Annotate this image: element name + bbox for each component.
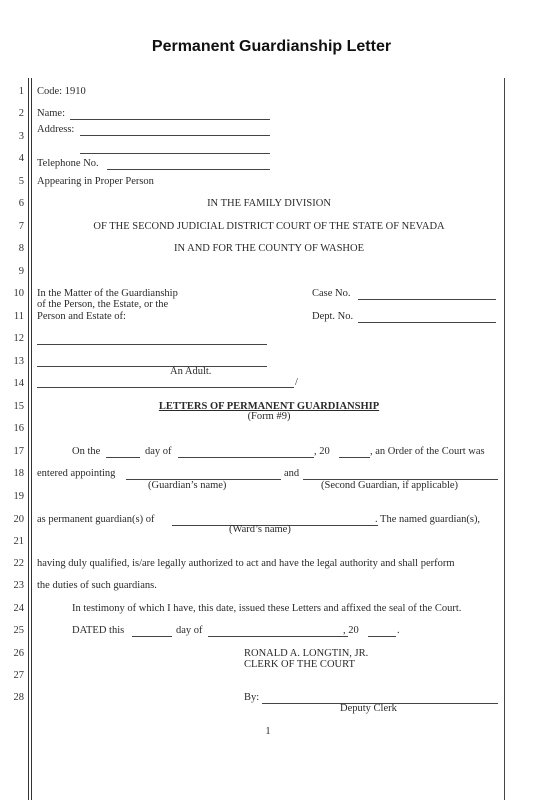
line-number: 9 [18,266,24,277]
ward-name-caption: (Ward’s name) [229,524,291,535]
testimony-text: In testimony of which I have, this date, issued these Letters and affixed the seal of the Court. [72,603,462,614]
party-name-field-2[interactable] [37,366,267,367]
address-field-2[interactable] [80,153,270,154]
matter-line-2: of the Person, the Estate, or the [37,299,169,310]
line-number: 15 [13,401,24,412]
guardian-name-caption: (Guardian’s name) [148,480,227,491]
line-number: 20 [13,514,24,525]
case-no-label: Case No. [312,288,351,299]
dated-label: DATED this [72,625,125,636]
document-title: LETTERS OF PERMANENT GUARDIANSHIP [158,401,380,412]
address-label: Address: [37,124,75,135]
line-number: 4 [18,153,24,164]
matter-line-1: In the Matter of the Guardianship [37,288,178,299]
authority-text: having duly qualified, is/are legally authorized to act and have the legal authority and shall perform [37,558,455,569]
line-number: 2 [18,108,24,119]
line-number: 11 [13,311,24,322]
permanent-guardian-label: as permanent guardian(s) of [37,514,155,525]
clerk-title: CLERK OF THE COURT [244,659,355,670]
dept-no-field[interactable] [358,322,496,323]
an-adult-label: An Adult. [170,366,212,377]
case-no-field[interactable] [358,299,496,300]
line-number: 7 [18,221,24,232]
line-number: 24 [13,603,24,614]
party-name-field-3[interactable] [37,387,294,388]
line-number: 5 [18,176,24,187]
dated-day-field[interactable] [132,636,172,637]
party-name-field[interactable] [37,344,267,345]
line-number: 21 [13,536,24,547]
dated-year-prefix: , 20 [343,625,359,636]
page-title: Permanent Guardianship Letter [151,38,392,55]
left-margin-rule-inner [31,78,32,800]
line-number: 1 [18,86,24,97]
duties-text: the duties of such guardians. [37,580,157,591]
name-label: Name: [37,108,65,119]
form-number: (Form #9) [247,411,291,422]
line-number: 10 [13,288,24,299]
second-guardian-caption: (Second Guardian, if applicable) [321,480,459,491]
dept-no-label: Dept. No. [312,311,354,322]
year-prefix: , 20 [314,446,330,457]
by-label: By: [244,692,260,703]
court-county: IN AND FOR THE COUNTY OF WASHOE [174,243,364,254]
line-number: 13 [13,356,24,367]
line-number: 27 [13,670,24,681]
dated-month-field[interactable] [208,636,348,637]
address-field[interactable] [80,135,270,136]
day-field[interactable] [106,457,140,458]
line-number: 25 [13,625,24,636]
court-division: IN THE FAMILY DIVISION [207,198,331,209]
dated-day-of-label: day of [176,625,203,636]
line-number: 12 [13,333,24,344]
named-guardians-text: . The named guardian(s), [375,514,481,525]
line-number: 3 [18,131,24,142]
line-number: 16 [13,423,24,434]
on-the-label: On the [72,446,101,457]
name-field[interactable] [70,119,270,120]
order-text: , an Order of the Court was [370,446,485,457]
matter-line-3: Person and Estate of: [37,311,126,322]
entered-appointing-label: entered appointing [37,468,116,479]
appearing-label: Appearing in Proper Person [37,176,154,187]
dated-period: . [397,625,400,636]
line-number: 23 [13,580,24,591]
line-number: 6 [18,198,24,209]
right-margin-rule [504,78,505,800]
code-label: Code: 1910 [37,86,86,97]
line-number: 19 [13,491,24,502]
day-of-label: day of [145,446,172,457]
line-number: 26 [13,648,24,659]
caption-slash: / [295,377,298,388]
year-field[interactable] [339,457,370,458]
telephone-label: Telephone No. [37,158,99,169]
line-number: 18 [13,468,24,479]
dated-year-field[interactable] [368,636,396,637]
court-name: OF THE SECOND JUDICIAL DISTRICT COURT OF THE STATE OF NEVADA [93,221,445,232]
month-field[interactable] [178,457,314,458]
telephone-field[interactable] [107,169,270,170]
left-margin-rule [28,78,29,800]
page-number: 1 [265,726,271,737]
and-label: and [284,468,300,479]
line-number: 22 [13,558,24,569]
line-number: 28 [13,692,24,703]
line-number: 17 [13,446,24,457]
line-number: 8 [18,243,24,254]
deputy-clerk-caption: Deputy Clerk [340,703,397,714]
line-number: 14 [13,378,24,389]
clerk-name: RONALD A. LONGTIN, JR. [244,648,369,659]
